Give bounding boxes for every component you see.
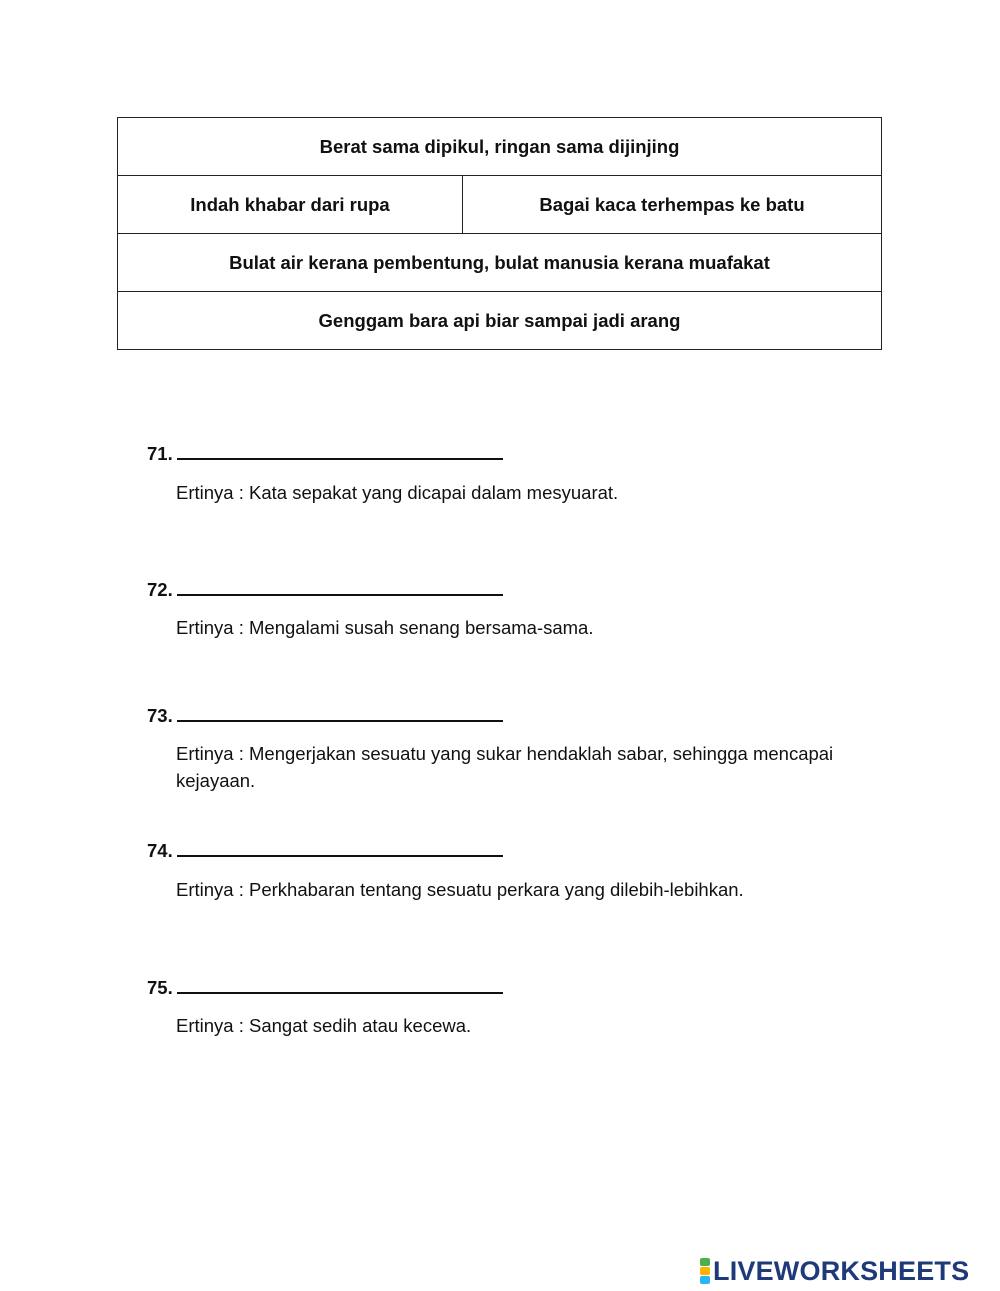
- proverb-cell: Genggam bara api biar sampai jadi arang: [118, 292, 882, 350]
- answer-blank-74[interactable]: [177, 835, 503, 857]
- question-74: [147, 835, 503, 862]
- question-meaning: Ertinya : Sangat sedih atau kecewa.: [176, 1015, 472, 1036]
- question-meaning: Ertinya : Mengalami susah senang bersama-sama.: [176, 617, 594, 638]
- table-row: [118, 176, 882, 234]
- logo-square-yellow: [700, 1267, 710, 1275]
- question-75: [147, 972, 503, 999]
- answer-blank-73[interactable]: [177, 700, 503, 722]
- question-meaning: Ertinya : Kata sepakat yang dicapai dalam mesyuarat.: [176, 482, 619, 503]
- logo-square-blue: [700, 1276, 710, 1284]
- liveworksheets-logo: [700, 1256, 969, 1286]
- table-row: [118, 234, 882, 292]
- question-number: 71.: [147, 443, 173, 464]
- question-number: 72.: [147, 579, 173, 600]
- proverb-cell: Berat sama dipikul, ringan sama dijinjing: [118, 118, 882, 176]
- proverb-cell: Bulat air kerana pembentung, bulat manusia kerana muafakat: [118, 234, 882, 292]
- answer-blank-71[interactable]: [177, 438, 503, 460]
- proverb-table: [117, 117, 882, 350]
- proverb-cell: Bagai kaca terhempas ke batu: [463, 176, 882, 234]
- question-73: [147, 700, 503, 727]
- question-meaning: Ertinya : Perkhabaran tentang sesuatu perkara yang dilebih-lebihkan.: [176, 879, 744, 900]
- question-number: 75.: [147, 977, 173, 998]
- question-number: 74.: [147, 840, 173, 861]
- table-row: [118, 292, 882, 350]
- question-72: [147, 574, 503, 601]
- proverb-cell: Indah khabar dari rupa: [118, 176, 463, 234]
- logo-square-green: [700, 1258, 710, 1266]
- question-number: 73.: [147, 705, 173, 726]
- table-row: [118, 118, 882, 176]
- logo-icon: [700, 1258, 710, 1284]
- logo-text: LIVEWORKSHEETS: [713, 1255, 970, 1286]
- answer-blank-75[interactable]: [177, 972, 503, 994]
- question-71: [147, 438, 503, 465]
- answer-blank-72[interactable]: [177, 574, 503, 596]
- question-meaning: Ertinya : Mengerjakan sesuatu yang sukar hendaklah sabar, sehingga mencapai kejayaan.: [176, 743, 834, 791]
